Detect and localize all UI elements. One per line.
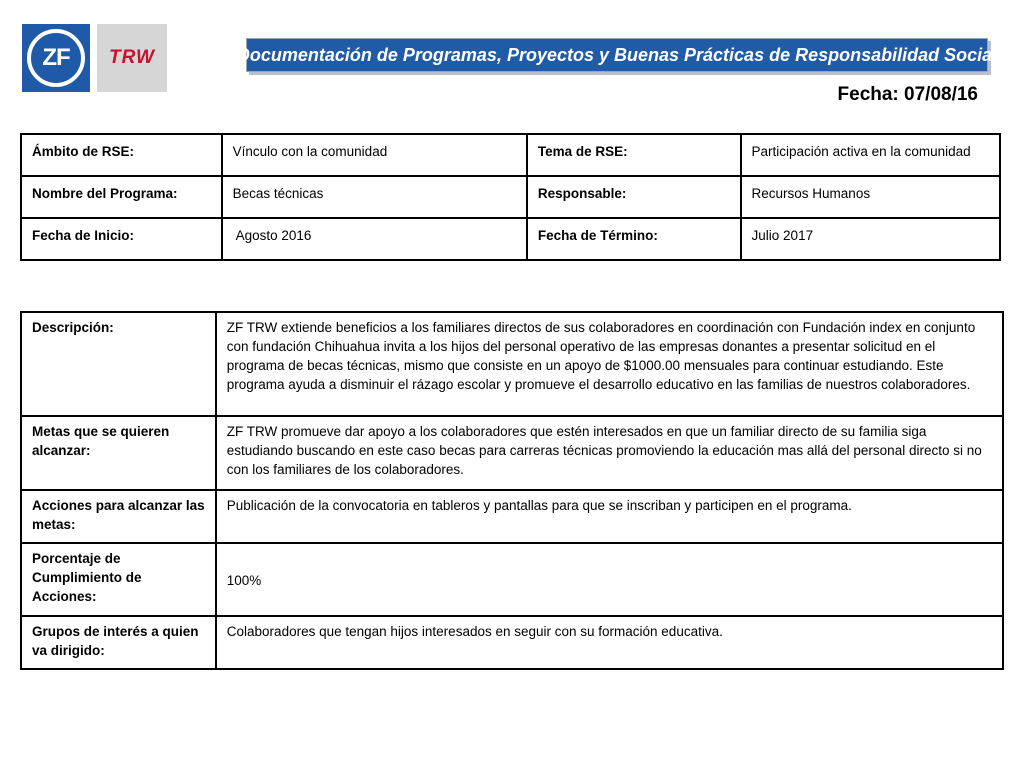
porcentaje-value: 100%: [216, 543, 1003, 616]
document-date: Fecha: 07/08/16: [837, 84, 978, 105]
page-title: Documentación de Programas, Proyectos y Buenas Prácticas de Responsabilidad Social: [236, 44, 998, 65]
grupos-label: Grupos de interés a quien va dirigido:: [21, 616, 216, 669]
tema-value: Participación activa en la comunidad: [741, 134, 1000, 176]
fecha-termino-value: Julio 2017: [741, 218, 1000, 260]
table-row: [21, 416, 1003, 490]
table-row: [21, 543, 1003, 616]
program-info-table: [20, 133, 1001, 261]
ambito-label: Ámbito de RSE:: [21, 134, 222, 176]
fecha-termino-label: Fecha de Término:: [527, 218, 741, 260]
table-row: [21, 176, 1000, 218]
program-detail-table: [20, 311, 1004, 670]
zf-logo: [22, 24, 90, 92]
grupos-value: Colaboradores que tengan hijos interesados en seguir con su formación educativa.: [216, 616, 1003, 669]
descripcion-value: ZF TRW extiende beneficios a los familiares directos de sus colaboradores en coordinación con Fundación index en conjunto con fundación Chihuahua invita a los hijos del personal operativo de las empresas donantes a presentar solicitud en el programa de becas técnicas, mismo que consiste en un apoyo de $1000.00 mensuales para continuar estudiando. Este programa ayuda a disminuir el rázago escolar y promueve el desarrollo educativo en las familias de nuestros colaboradores.: [216, 312, 1003, 416]
porcentaje-label: Porcentaje de Cumplimiento de Acciones:: [21, 543, 216, 616]
tema-label: Tema de RSE:: [527, 134, 741, 176]
zf-logo-ring: [27, 29, 85, 87]
metas-label: Metas que se quieren alcanzar:: [21, 416, 216, 490]
responsable-label: Responsable:: [527, 176, 741, 218]
title-banner: [236, 38, 998, 72]
table-row: [21, 218, 1000, 260]
table-row: [21, 312, 1003, 416]
fecha-inicio-value: Agosto 2016: [222, 218, 527, 260]
zf-logo-text: ZF: [42, 44, 70, 71]
table-row: [21, 616, 1003, 669]
ambito-value: Vínculo con la comunidad: [222, 134, 527, 176]
responsable-value: Recursos Humanos: [741, 176, 1000, 218]
trw-logo: [97, 24, 167, 92]
table-row: [21, 134, 1000, 176]
acciones-label: Acciones para alcanzar las metas:: [21, 490, 216, 543]
acciones-value: Publicación de la convocatoria en tableros y pantallas para que se inscriban y participen en el programa.: [216, 490, 1003, 543]
programa-value: Becas técnicas: [222, 176, 527, 218]
metas-value: ZF TRW promueve dar apoyo a los colaboradores que estén interesados en que un familiar directo de su familia siga estudiando buscando en este caso becas para carreras técnicas promoviendo la educación mas allá del personal directo si no con los familiares de los colaboradores.: [216, 416, 1003, 490]
programa-label: Nombre del Programa:: [21, 176, 222, 218]
fecha-inicio-label: Fecha de Inicio:: [21, 218, 222, 260]
table-row: [21, 490, 1003, 543]
descripcion-label: Descripción:: [21, 312, 216, 416]
trw-logo-text: TRW: [109, 47, 155, 68]
